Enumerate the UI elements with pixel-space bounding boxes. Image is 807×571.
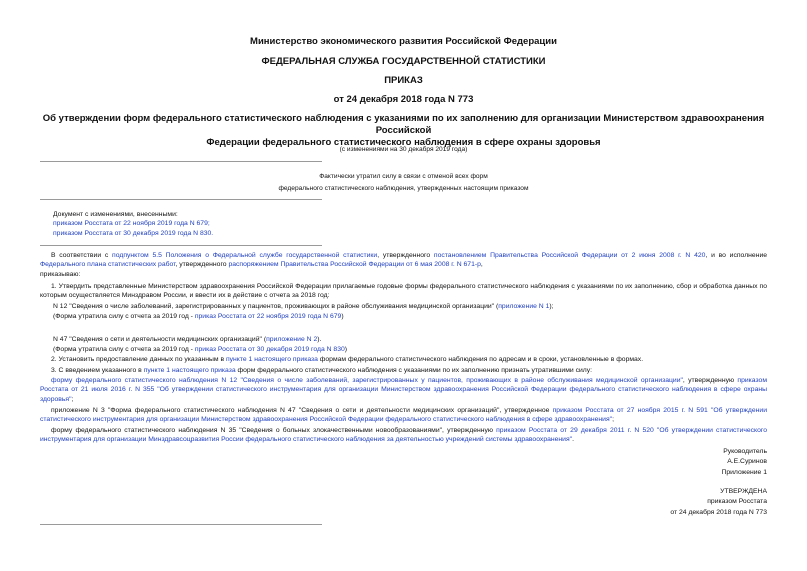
title-line-1: Об утверждении форм федерального статистического наблюдения с указаниями по их заполнению для организации Министерством здравоохранения Российской (42, 113, 765, 136)
change-link-2[interactable]: приказом Росстата от 30 декабря 2019 года N 830. (53, 229, 214, 237)
divider (40, 161, 322, 162)
form-12-item: N 12 "Сведения о числе заболеваний, зарегистрированных у пациентов, проживающих в районе обслуживания медицинской организации" (приложение N 1); (53, 303, 554, 310)
repealed-form-12-link[interactable]: форму федерального статистического наблюдения N 12 "Сведения о числе заболеваний, зарегистрированных у пациентов, проживающих в районе обслуживания медицинской организации" (51, 377, 683, 384)
repealed-appendix-3: приложение N 3 "Форма федерального статистического наблюдения N 47 "Сведения о сети и деятельности медицинских организаций", утвержденное приказом Росстата от 27 ноября 2015 г. N 591 "Об утверждении статистического инструментария для организации Министерством здравоохранения Российской Федерации федерального статистического наблюдения в сфере здравоохранения"; (40, 407, 767, 424)
status-line-1: Фактически утратил силу в связи с отменой всех форм (319, 173, 488, 180)
appendix-2-link[interactable]: приложение N 2 (266, 336, 318, 343)
order-word: приказываю: (40, 271, 81, 278)
agency-name: ФЕДЕРАЛЬНАЯ СЛУЖБА ГОСУДАРСТВЕННОЙ СТАТИСТИКИ (261, 56, 546, 67)
preamble-link-1[interactable]: подпунктом 5.5 Положения о Федеральной службе государственной статистики (112, 252, 378, 259)
change-link-1[interactable]: приказом Росстата от 22 ноября 2019 года N 679; (53, 220, 210, 228)
clause-3-link[interactable]: пункте 1 настоящего приказа (143, 367, 236, 374)
repealed-form-12-order-link[interactable]: приказом Росстата от 21 июля 2016 г. N 355 "Об утверждении статистического инструментария для организации Министерством здравоохранения Российской Федерации федерального статистического наблюдения в сфере охраны здоровья" (40, 377, 767, 403)
preamble-link-2[interactable]: постановлением Правительства Российской Федерации от 2 июня 2008 г. N 420 (433, 252, 706, 259)
status-line-2: федерального статистического наблюдения, утвержденных настоящим приказом (278, 185, 529, 192)
divider (40, 245, 322, 246)
revision-note: (с изменениями на 30 декабря 2019 года) (339, 146, 468, 153)
clause-2: 2. Установить предоставление данных по указанным в пункте 1 настоящего приказа формам федерального статистического наблюдения по адресам и в сроки, установленные в формах. (51, 356, 644, 363)
changes-heading: Документ с изменениями, внесенными: (53, 211, 178, 218)
clause-3: 3. С введением указанного в пункте 1 настоящего приказа форм федерального статистического наблюдения с указаниями по их заполнению признать утратившими силу: (51, 367, 593, 374)
form-47-note-link[interactable]: приказ Росстата от 30 декабря 2019 года N 830 (194, 346, 345, 353)
approved-by: приказом Росстата (707, 498, 767, 505)
form-12-note: (Форма утратила силу с отчета за 2019 год - приказ Росстата от 22 ноября 2019 года N 679) (53, 313, 344, 320)
appendix-1-link[interactable]: приложение N 1 (498, 303, 550, 310)
appendix-label: Приложение 1 (721, 469, 767, 476)
document-date: от 24 декабря 2018 года N 773 (333, 94, 474, 105)
approved-date: от 24 декабря 2018 года N 773 (670, 509, 767, 516)
title-line-2: Федерации федерального статистического наблюдения в сфере охраны здоровья (206, 137, 601, 148)
form-47-item: N 47 "Сведения о сети и деятельности медицинских организаций" (приложение N 2). (53, 336, 322, 343)
document-type: ПРИКАЗ (384, 75, 423, 86)
document-title (40, 113, 767, 149)
changes-block (53, 210, 353, 238)
clause-1: 1. Утвердить представленные Министерством здравоохранения Российской Федерации прилагаемые годовые формы федерального статистического наблюдения с указаниями по их заполнению, сбор и обработка данных по которым осуществляется Минздравом России, и ввести их в действие с отчета за 2018 год: (40, 283, 767, 300)
divider (40, 524, 322, 525)
approved-label: УТВЕРЖДЕНА (720, 488, 767, 495)
preamble-paragraph: В соответствии с подпунктом 5.5 Положения о Федеральной службе государственной статистики, утвержденного постановлением Правительства Российской Федерации от 2 июня 2008 г. N 420, и во исполнение Федерального плана статистических работ, утвержденного распоряжением Правительства Российской Федерации от 6 мая 2008 г. N 671-р, (40, 252, 768, 269)
clause-2-link[interactable]: пункте 1 настоящего приказа (225, 356, 318, 363)
signer-title: Руководитель (723, 448, 767, 455)
repealed-form-35: форму федерального статистического наблюдения N 35 "Сведения о больных злокачественными новообразованиями", утвержденную приказом Росстата от 29 декабря 2011 г. N 520 "Об утверждении статистического инструментария для организации Минздравсоцразвития России федерального статистического наблюдения за деятельностью учреждений системы здравоохранения". (40, 427, 768, 444)
preamble-link-4[interactable]: распоряжением Правительства Российской Федерации от 6 мая 2008 г. N 671-р (228, 261, 481, 269)
repealed-form-12: форму федерального статистического наблюдения N 12 "Сведения о числе заболеваний, зарегистрированных у пациентов, проживающих в районе обслуживания медицинской организации", утвержденную приказом Росстата от 21 июля 2016 г. N 355 "Об утверждении статистического инструментария для организации Министерством здравоохранения Российской Федерации федерального статистического наблюдения в сфере охраны здоровья"; (40, 377, 767, 403)
signer-name: А.Е.Суринов (727, 458, 767, 465)
divider (40, 199, 322, 200)
ministry-name: Министерство экономического развития Российской Федерации (250, 36, 557, 47)
form-12-note-link[interactable]: приказ Росстата от 22 ноября 2019 года N 679 (194, 313, 342, 320)
form-47-note: (Форма утратила силу с отчета за 2019 год - приказ Росстата от 30 декабря 2019 года N 830) (53, 346, 348, 353)
preamble-link-3[interactable]: Федерального плана статистических работ (40, 261, 176, 269)
repealed-appendix-3-link[interactable]: приказом Росстата от 27 ноября 2015 г. N 591 "Об утверждении статистического инструментария для организации Министерством здравоохранения Российской Федерации федерального статистического наблюдения в сфере здравоохранения" (40, 407, 767, 424)
repealed-form-35-link[interactable]: приказом Росстата от 29 декабря 2011 г. N 520 "Об утверждении статистического инструментария для организации Минздравсоцразвития России федерального статистического наблюдения за деятельностью учреждений системы здравоохранения" (40, 427, 768, 444)
status-note (0, 171, 807, 195)
